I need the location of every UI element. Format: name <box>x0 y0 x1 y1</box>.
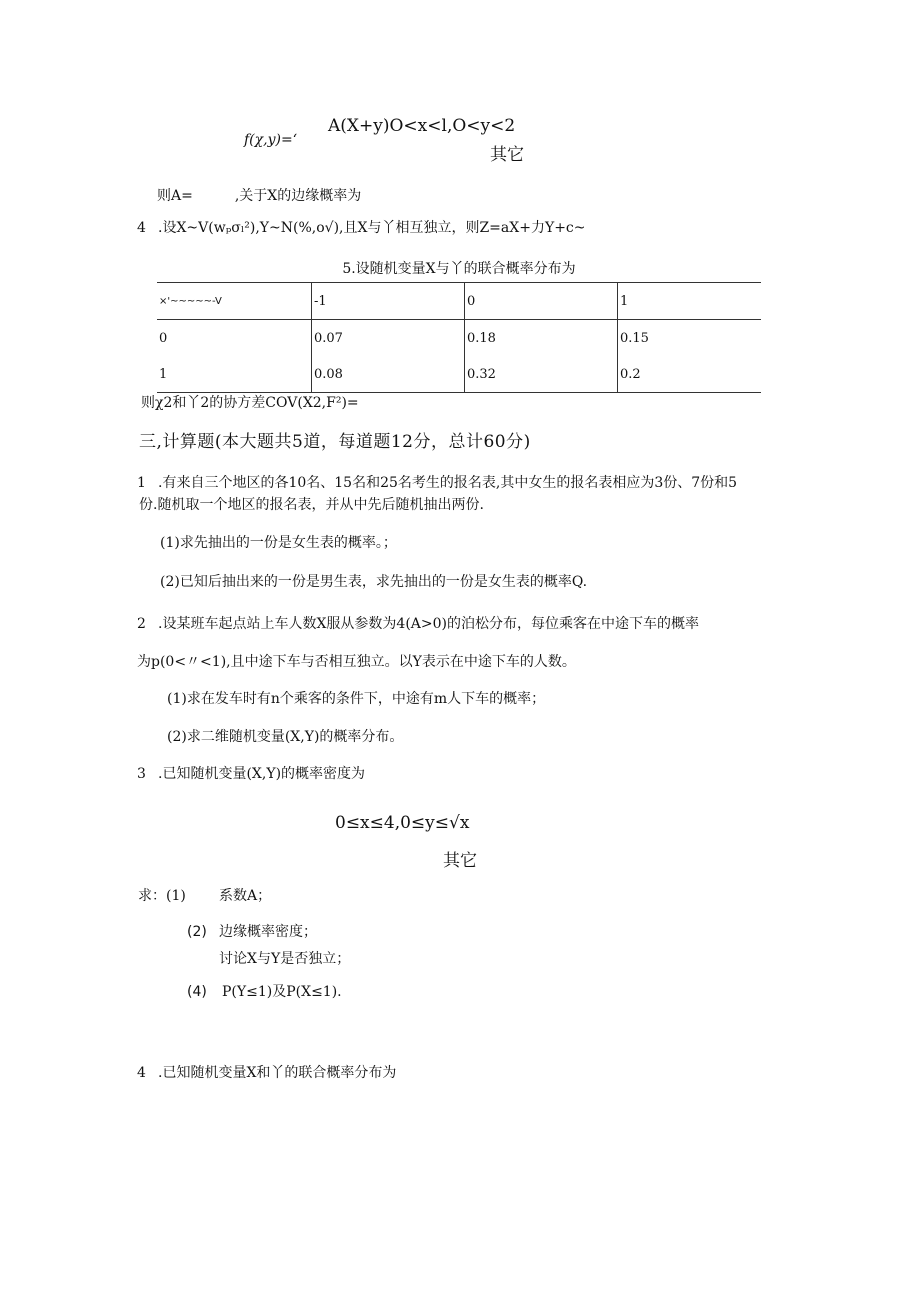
p3-ask4: P(Y≤1)及P(X≤1). <box>222 984 342 1000</box>
covariance-question: 则χ2和丫2的协方差COV(X2,F²)= <box>141 395 359 411</box>
p3-n2: (2) <box>187 924 207 940</box>
table-row <box>157 283 761 320</box>
table-cell: 0.18 <box>465 320 618 357</box>
table-cell: 0.08 <box>312 356 465 393</box>
p1-sub1: (1)求先抽出的一份是女生表的概率。； <box>160 535 397 551</box>
q4-text: .设X~V(wₚσₗ²),Y~N(%,o√),且X与丫相互独立，则Z=aX+力Y+c~ <box>158 220 586 236</box>
table-header-cell: 1 <box>618 283 762 320</box>
density-otherwise: 其它 <box>490 145 524 165</box>
p3-ask2: 边缘概率密度； <box>219 924 317 940</box>
table-corner-cell: ×'~~~~~-V <box>157 283 312 320</box>
p3-condition: 0≤x≤4,0≤y≤√x <box>335 813 470 833</box>
p2-number: 2 <box>137 616 146 632</box>
p4-line1: .已知随机变量X和丫的联合概率分布为 <box>158 1065 397 1081</box>
p1-line1: .有来自三个地区的各10名、15名和25名考生的报名表,其中女生的报名表相应为3份、7份和5 <box>158 475 738 491</box>
density-condition: A(X+y)O<x<l,O<y<2 <box>328 116 516 136</box>
section-title: 三,计算题(本大题共5道，每道题12分，总计60分) <box>139 432 531 452</box>
p3-ask3: 讨论X与Y是否独立； <box>219 951 351 967</box>
p2-line2: 为p(0<〃<1),且中途下车与否相互独立。以Y表示在中途下车的人数。 <box>137 654 576 670</box>
p1-sub2: (2)已知后抽出来的一份是男生表，求先抽出的一份是女生表的概率Q. <box>160 574 588 590</box>
table-header-cell: 0 <box>465 283 618 320</box>
table-cell: 0.2 <box>618 356 762 393</box>
p3-number: 3 <box>137 766 146 782</box>
p2-sub2: (2)求二维随机变量(X,Y)的概率分布。 <box>167 729 404 745</box>
table-cell: 1 <box>157 356 312 393</box>
p3-ask: 求：(1) <box>138 888 186 904</box>
p4-number: 4 <box>137 1065 146 1081</box>
table-cell: 0.15 <box>618 320 762 357</box>
table-cell: 0.32 <box>465 356 618 393</box>
p3-line1: .已知随机变量(X,Y)的概率密度为 <box>158 766 366 782</box>
p3-otherwise: 其它 <box>443 851 477 871</box>
table-row <box>157 356 761 393</box>
table-cell: 0.07 <box>312 320 465 357</box>
marginal-question: 则A= ,关于X的边缘概率为 <box>157 188 362 204</box>
joint-distribution-table <box>157 282 761 393</box>
table-header-cell: -1 <box>312 283 465 320</box>
p2-line1: .设某班车起点站上车人数X服从参数为4(A>0)的泊松分布，每位乘客在中途下车的概率 <box>158 616 699 632</box>
table-cell: 0 <box>159 330 168 346</box>
p3-n4: (4) <box>187 984 207 1000</box>
density-label: f(χ,y)=ʻ <box>244 132 298 148</box>
p1-number: 1 <box>137 475 146 491</box>
p2-sub1: (1)求在发车时有n个乘客的条件下，中途有m人下车的概率； <box>167 691 546 707</box>
table-row <box>157 320 761 357</box>
q5-caption: 5.设随机变量X与丫的联合概率分布为 <box>342 261 576 277</box>
p1-line2: 份.随机取一个地区的报名表，并从中先后随机抽出两份. <box>139 497 484 513</box>
p3-ask1: 系数A； <box>219 888 272 904</box>
q4-number: 4 <box>137 220 146 236</box>
